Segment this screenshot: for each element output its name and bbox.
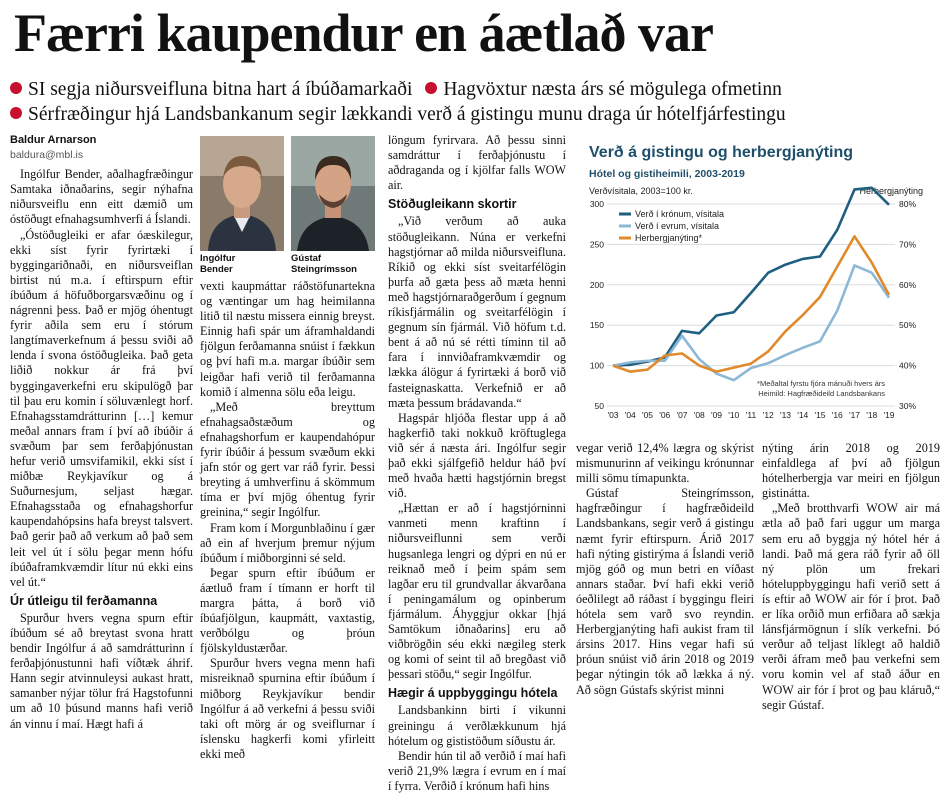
x-tick-label: '08: [693, 410, 705, 420]
x-tick-label: '07: [676, 410, 688, 420]
paragraph: Landsbankinn birti í vikunni greiningu á verðlækkunum hjá hótelum og gististöðum síðustu ár.: [388, 703, 566, 748]
caption-line: Bender: [200, 264, 233, 275]
headline: Færri kaupendur en áætlað var: [14, 3, 714, 63]
y-tick-label: 300: [589, 199, 604, 209]
x-tick-label: '17: [848, 410, 861, 420]
x-tick-label: '14: [797, 410, 809, 420]
x-tick-label: '18: [866, 410, 878, 420]
legend-label: Verð í krónum, vísitala: [635, 209, 725, 219]
author-name: Baldur Arnarson: [10, 134, 97, 146]
y-tick-label: 50: [594, 401, 604, 411]
y-tick-label: 200: [589, 279, 604, 290]
x-tick-label: '03: [607, 410, 619, 420]
paragraph: vegar verið 12,4% lægra og skýrist mismunurinn af veikingu krónunnar milli sömu tímapunkta.: [576, 441, 754, 486]
y2-tick-label: 40%: [899, 360, 917, 371]
chart-title: Verð á gistingu og herbergjanýting: [589, 144, 854, 161]
portrait-photo-gustaf: [291, 136, 375, 251]
x-tick-label: '19: [883, 410, 895, 420]
article-column-2: [200, 279, 375, 761]
paragraph: löngum fyrirvara. Að þessu sinni samdráttur í ferðaþjónustu í aðdraganda og í kjölfar falls WOW air.: [388, 133, 566, 193]
paragraph: vexti kaupmáttar ráðstöfunartekna og væntingar um hag heimilanna litið til næstu missera einnig breyst. Einnig hafi spár um áframhaldandi fjölgun ferðamanna snúist í fækkun og því hafi m.a. margar íbúðir sem leigðar hafi verið til ferðamanna komið í almenna sölu eða leigu.: [200, 279, 375, 399]
left-axis-label: Verðvísitala, 2003=100 kr.: [589, 186, 693, 196]
chart-footnote: *Meðaltal fyrstu fjóra mánuði hvers árs: [757, 379, 885, 388]
paragraph: Spurður hvers vegna spurn eftir íbúðum sé að breytast svona hratt bendir Ingólfur á að samdrátturinn í ferðaþjónustunni hafi víðtæk áhrif. Hann segir atvinnuleysi aukast hratt, samanber nýjar tölur frá Hagstofunni um að 10 þúsund manns hafi verið án vinnu í maí. Hægt hafi á: [10, 610, 193, 731]
y-tick-label: 250: [589, 239, 604, 250]
chart-subtitle: Hótel og gistiheimili, 2003-2019: [589, 168, 745, 180]
x-tick-label: '10: [728, 410, 740, 420]
x-tick-label: '16: [831, 410, 843, 420]
article-column-1: [10, 133, 193, 731]
series-line: [613, 236, 889, 371]
x-tick-label: '04: [624, 410, 636, 420]
x-tick-label: '15: [814, 410, 826, 420]
paragraph: „Óstöðugleiki er afar óæskilegur, ekki síst fyrir fyrirtæki í byggingariðnaði, en niðursveiflan birtist nú m.a. í eftirspurn eftir íbúðum á höfuðborgarsvæðinu og í nágrenni þess. Það er mjög óhentugt fyrir aðila sem eru í stórum langtímaverkefnum á þessu sviði að lenda í svona óstöðugleika. Það geta liðið nokkur ár frá því byggingaverkefni eru skipulögð þar til þau eru komin í söluvænlegt horf. Efnahagsstamdrátturinn […] kemur meðal annars fram í því að íbúðir á svæðum þar sem ferðaþjónustan hefur verið umsvifamikil, ekki síst í miðbæ Reykjavíkur og á Suðurnesjum, seljast hægar. Efnahagsstaða og efnahagshorfur kaupendahópsins hafa breyst talsvert. Það gerir það að verkum að það sem leit vel út í sölu þegar menn hófu íbúðaframkvæmdir lítur nú ekki eins vel út.“: [10, 227, 193, 589]
chart-box: [583, 138, 928, 440]
article-column-5: [762, 441, 940, 712]
y2-tick-label: 50%: [899, 320, 917, 331]
paragraph: Hagspár hljóða flestar upp á að hagkerfið taki nokkuð kröftuglega við sér á næsta ári. Ingólfur segir það ekki sjálfgefið heldur háð því með hvaða hætti hagstjórnin bregst við.: [388, 410, 566, 501]
legend-label: Verð í evrum, vísitala: [635, 221, 720, 231]
red-bullet-icon: [10, 82, 22, 94]
chart-source: Heimild: Hagfræðideild Landsbankans: [758, 389, 885, 398]
author-email[interactable]: baldura@mbl.is: [10, 149, 84, 162]
subhead-line-2: [10, 103, 786, 127]
legend-label: Herbergjanýting*: [635, 233, 703, 243]
price-occupancy-chart: [583, 138, 928, 440]
y2-tick-label: 30%: [899, 401, 917, 411]
person-photo-icon: [200, 136, 284, 251]
paragraph: Ingólfur Bender, aðalhagfræðingur Samtaka iðnaðarins, segir nýhafna niðursveiflu enn eitt dæmið um óstöðugt efnahagsumhverfi á Íslandi.: [10, 167, 193, 227]
paragraph: Fram kom í Morgunblaðinu í gær að ein af hverjum þremur nýjum íbúðum í miðborginni sé seld.: [200, 520, 375, 565]
section-heading: Úr útleigu til ferðamanna: [10, 593, 158, 608]
photo-caption-gustaf: [291, 253, 357, 275]
paragraph: „Með brotthvarfi WOW air má ætla að það fari uggur um marga sem eru að byggja ný hótel hér á landi. Það má gera ráð fyrir að öll ný plön um frekari hóteluppbyggingu hafi verið sett á ís eftir að WOW air fór í þrot. Það er líka orðið mun erfiðara að sækja lánsfjármögnun í slík verkefni. Þó verður að teljast líklegt að haldið verði áfram með þau verkefni sem voru komin vel af stað áður en WOW air fór í þrot og þau kláruð,“ segir Gústaf.: [762, 501, 940, 712]
subhead-1: SI segja niðursveifluna bitna hart á íbúðamarkaði: [28, 79, 413, 100]
caption-line: Gústaf: [291, 253, 322, 264]
red-bullet-icon: [425, 82, 437, 94]
y2-tick-label: 80%: [899, 199, 917, 209]
x-tick-label: '12: [762, 410, 774, 420]
red-bullet-icon: [10, 107, 22, 119]
subhead-2: Hagvöxtur næsta árs sé mögulega ofmetinn: [443, 79, 782, 100]
subhead-line-1: [10, 78, 782, 102]
caption-line: Steingrímsson: [291, 264, 357, 275]
x-tick-label: '11: [745, 410, 757, 420]
photo-caption-ingolfur: [200, 253, 235, 275]
x-tick-label: '13: [779, 410, 792, 420]
y2-tick-label: 60%: [899, 279, 917, 290]
y-tick-label: 150: [589, 320, 604, 331]
y-tick-label: 100: [589, 360, 604, 371]
y2-tick-label: 70%: [899, 239, 917, 250]
paragraph: „Með breyttum efnahagsaðstæðum og efnahagshorfum er kaupendahópur fyrir íbúðir á þessum svæðum ekki jafn stór og gert var ráð fyrir. Þessi breyting á umhverfinu á skömmum tíma er því mjög óhentug fyrir greinina,“ segir Ingólfur.: [200, 399, 375, 520]
subhead-3: Sérfræðingur hjá Landsbankanum segir lækkandi verð á gistingu munu draga úr hótelfjárfestingu: [28, 104, 786, 125]
paragraph: nýting árin 2018 og 2019 einfaldlega af því að fjölgun hótelherbergja var meiri en fjölgun gistinátta.: [762, 441, 940, 501]
article-column-3: [388, 133, 566, 793]
paragraph: „Við verðum að auka stöðugleikann. Núna er verkefni hagstjórnar að milda niðursveifluna. Ríkið og ekki síst sveitarfélögin þurfa að gæta þess að mæta henni með hagstjórnaraðgerðum í gegnum ríkisfjármálin og sveitarfélögin í gegnum sín fjármál. Við höfum t.d. bent á að nú sé rétti tíminn til að fara í innviðaframkvæmdir og lækka álögur á fyrirtæki á borð við fasteignaskatta. Verkefnið er að mæta þessum brádavanda.“: [388, 214, 566, 410]
x-tick-label: '09: [710, 410, 723, 420]
caption-line: Ingólfur: [200, 253, 236, 264]
paragraph: Spurður hvers vegna menn hafi misreiknað spurnina eftir íbúðum í miðborg Reykjavíkur bendir Ingólfur á að verkefni á þessu sviði taki oft mörg ár og sveiflurnar í íslensku hagkerfi komi yfirleitt ekki með: [200, 656, 375, 761]
paragraph: Gústaf Steingrímsson, hagfræðingur í hagfræðideild Landsbankans, segir verð á gistingu næmt fyrir eftirspurn. Árið 2017 hafi nýting gistirýma á Íslandi verið mjög góð og mun betri en víðast annars staðar. Því hafi ekki verið óeðlilegt að ráðast í byggingu fleiri hótela sem varð svo reyndin. Herbergjanýting hafi aukist fram til ársins 2017. Hins vegar hafi sú þróun snúist við árin 2018 og 2019 þegar nýtingin tók að lækka á ný. Að sögn Gústafs skýrist minni: [576, 486, 754, 697]
article-column-4: [576, 441, 754, 697]
x-tick-label: '06: [659, 410, 671, 420]
right-axis-label: Herbergjanýting: [859, 186, 923, 196]
person-photo-icon: [291, 136, 375, 251]
section-heading: Hægir á uppbyggingu hótela: [388, 686, 558, 701]
paragraph: Þegar spurn eftir íbúðum er áætluð fram í tímann er horft til margra þátta, á borð við íbúafjölgun, kaupmátt, vaxtastig, verðbólgu og þróun fjölskyldustærðar.: [200, 565, 375, 656]
paragraph: „Hættan er að í hagstjórninni vanmeti menn kraftinn í niðursveiflunni sem verði hugsanlega lengri og dýpri en nú er reiknað með í þeim spám sem lagðar eru til grundvallar ákvarðana í peningamálum og opinberum fjármálum. Áhyggjur okkar [hjá Samtökum iðnaðarins] eru að viðbrögðin séu ekki nægileg sterk og komi of seint til að bregðast við þessari stöðu,“ segir Ingólfur.: [388, 501, 566, 682]
section-heading: Stöðugleikann skortir: [388, 197, 517, 212]
paragraph: Bendir hún til að verðið í maí hafi verið 21,9% lægra í evrum en í maí í fyrra. Verðið í krónum hafi hins: [388, 748, 566, 793]
portrait-photo-ingolfur: [200, 136, 284, 251]
x-tick-label: '05: [641, 410, 654, 420]
